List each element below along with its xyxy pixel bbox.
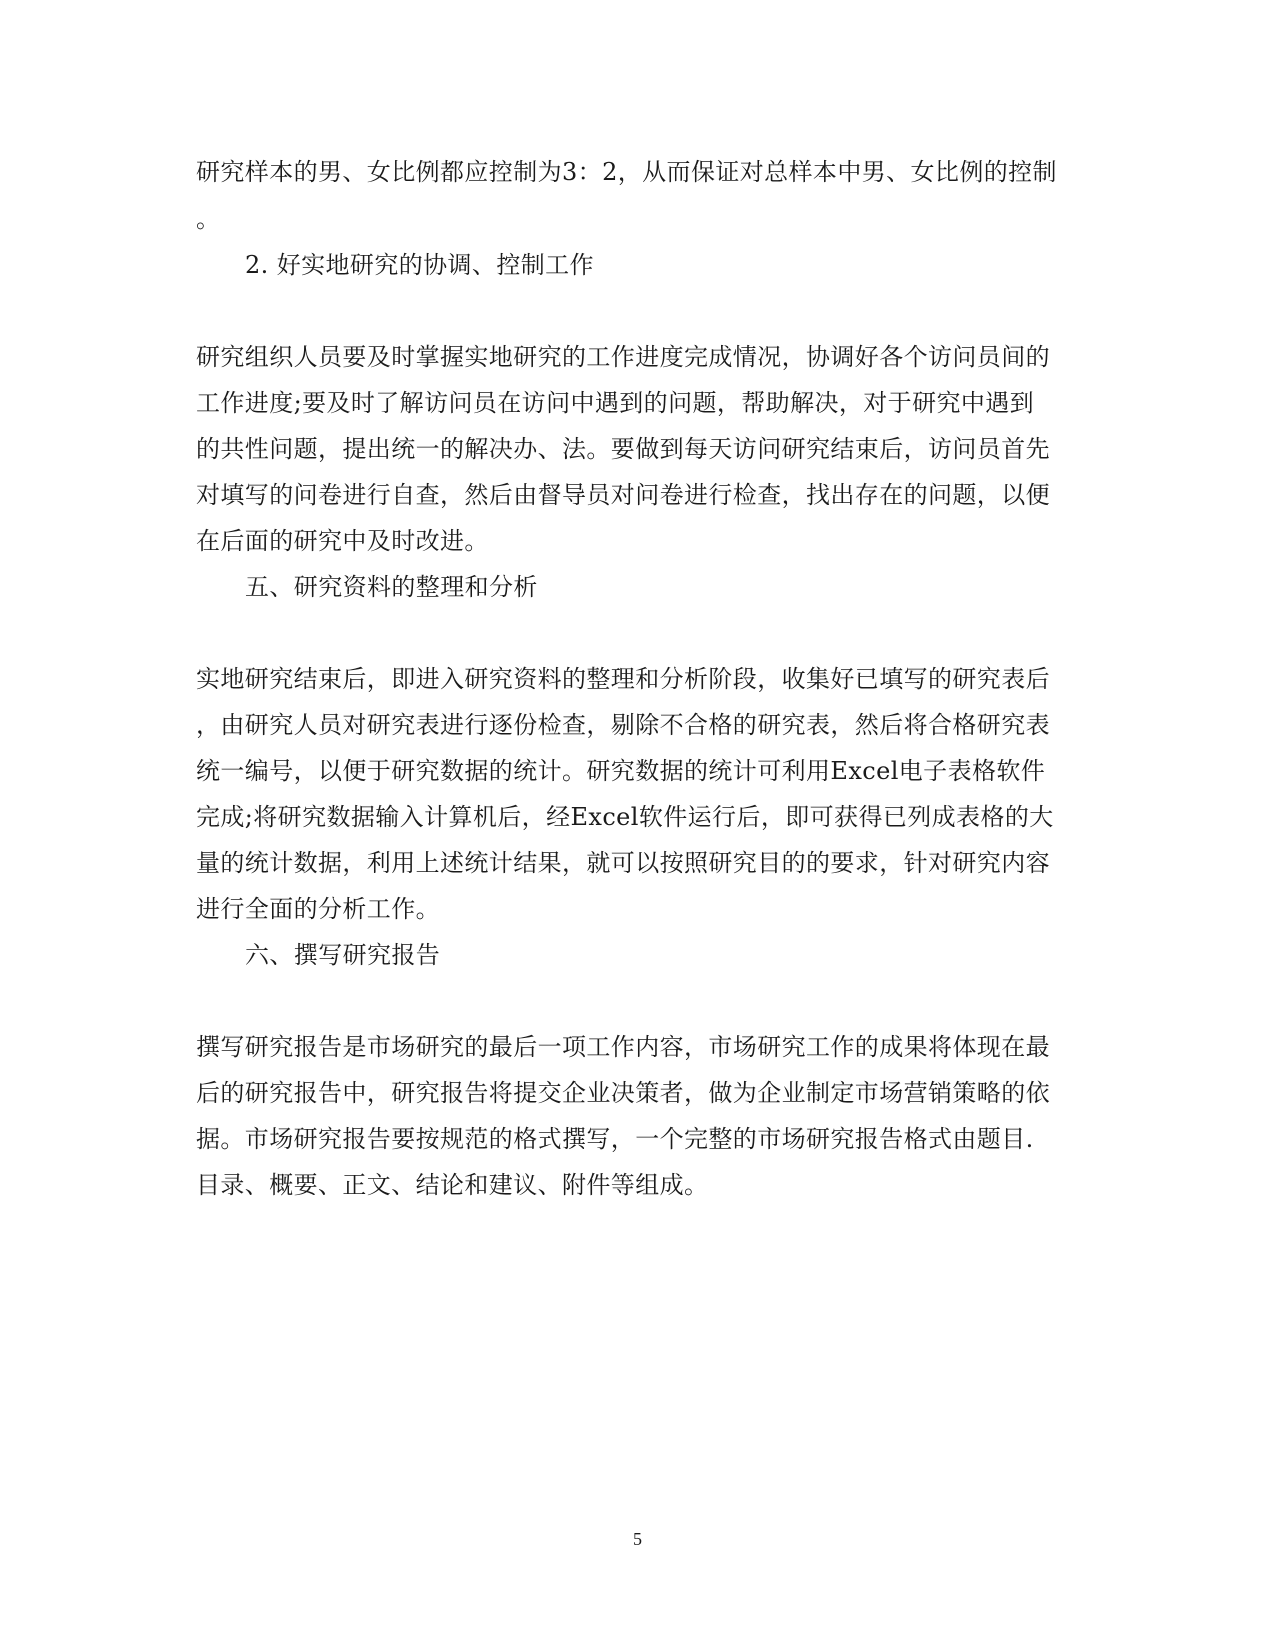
body-text-line: ，由研究人员对研究表进行逐份检查，剔除不合格的研究表，然后将合格研究表 [196, 711, 1050, 739]
body-text-line: 撰写研究报告是市场研究的最后一项工作内容，市场研究工作的成果将体现在最 [196, 1033, 1050, 1061]
body-text-line: 研究组织人员要及时掌握实地研究的工作进度完成情况，协调好各个访问员间的 [196, 343, 1050, 371]
body-text-line: 对填写的问卷进行自查，然后由督导员对问卷进行检查，找出存在的问题，以便 [196, 481, 1050, 509]
body-text-line: 后的研究报告中，研究报告将提交企业决策者，做为企业制定市场营销策略的依 [196, 1079, 1050, 1107]
body-text-line: 进行全面的分析工作。 [196, 895, 440, 923]
body-text-line: 在后面的研究中及时改进。 [196, 527, 489, 555]
section-heading: 2. 好实地研究的协调、控制工作 [245, 251, 594, 279]
body-text-line: 目录、概要、正文、结论和建议、附件等组成。 [196, 1171, 709, 1199]
body-text-line: 量的统计数据，利用上述统计结果，就可以按照研究目的的要求，针对研究内容 [196, 849, 1050, 877]
page-number: 5 [633, 1529, 642, 1549]
body-text-line: 统一编号，以便于研究数据的统计。研究数据的统计可利用Excel电子表格软件 [196, 757, 1046, 785]
body-text-line: 据。市场研究报告要按规范的格式撰写，一个完整的市场研究报告格式由题目. [196, 1125, 1034, 1153]
body-text-line: 实地研究结束后，即进入研究资料的整理和分析阶段，收集好已填写的研究表后 [196, 665, 1050, 693]
body-text-line: 的共性问题，提出统一的解决办、法。要做到每天访问研究结束后，访问员首先 [196, 435, 1050, 463]
body-text-line: 完成;将研究数据输入计算机后，经Excel软件运行后，即可获得已列成表格的大 [196, 803, 1054, 831]
body-text-line: 。 [196, 205, 221, 233]
section-heading: 五、研究资料的整理和分析 [245, 573, 538, 601]
body-text-line: 研究样本的男、女比例都应控制为3：2，从而保证对总样本中男、女比例的控制 [196, 158, 1057, 186]
section-heading: 六、撰写研究报告 [245, 941, 441, 969]
body-text-line: 工作进度;要及时了解访问员在访问中遇到的问题，帮助解决，对于研究中遇到 [196, 389, 1035, 417]
